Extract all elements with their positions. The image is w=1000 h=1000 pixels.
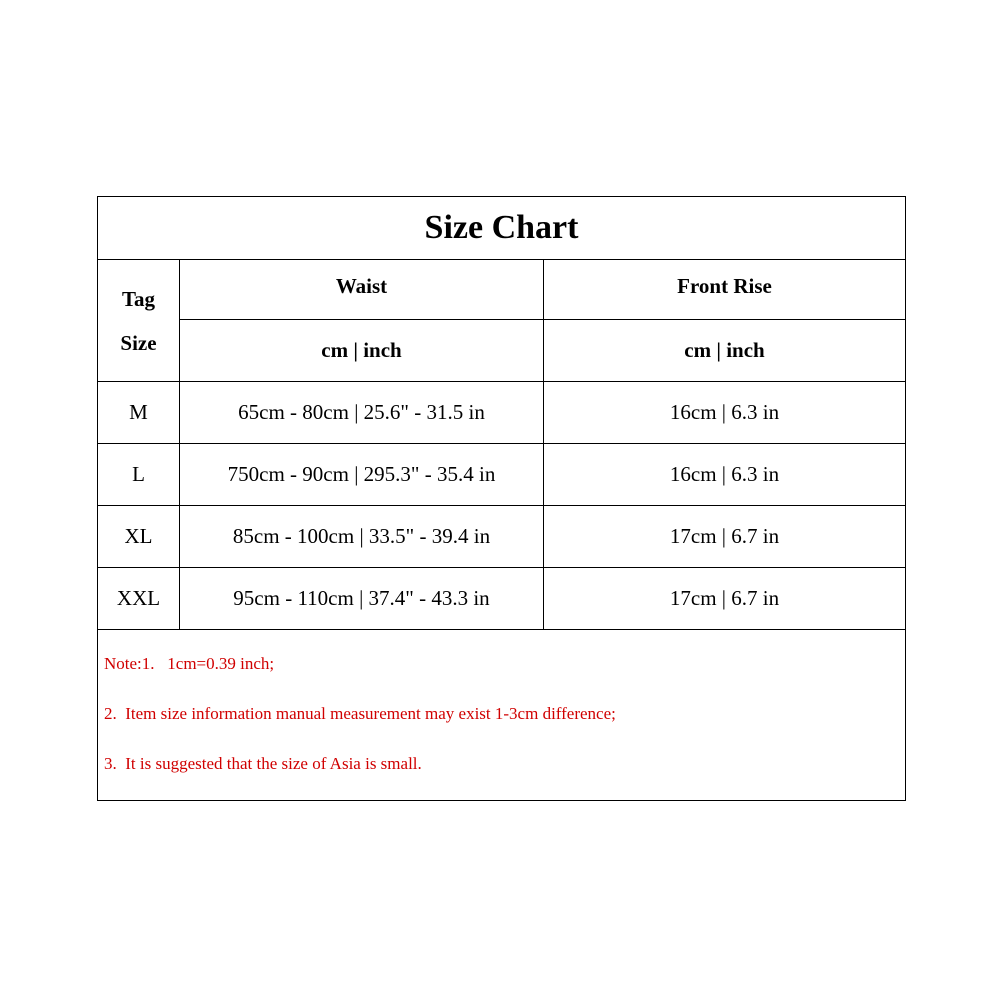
waist-unit-header: cm | inch	[321, 338, 402, 362]
note-line-2: 2. Item size information manual measurement may exist 1-3cm difference;	[104, 704, 616, 723]
waist-cell-m: 65cm - 80cm | 25.6" - 31.5 in	[238, 400, 485, 424]
waist-cell-l: 750cm - 90cm | 295.3" - 35.4 in	[227, 462, 496, 486]
tag-size-label-line2: Size	[120, 330, 157, 355]
note-line-1: Note:1. 1cm=0.39 inch;	[104, 654, 275, 673]
waist-cell-xl: 85cm - 100cm | 33.5" - 39.4 in	[232, 524, 491, 548]
waist-cell-xxl: 95cm - 110cm | 37.4" - 43.3 in	[233, 586, 490, 610]
size-cell-xxl: XXL	[116, 586, 161, 610]
size-cell-xl: XL	[124, 524, 153, 548]
waist-header: Waist	[335, 274, 388, 298]
size-cell-m: M	[129, 400, 148, 424]
front-rise-cell-m: 16cm | 6.3 in	[669, 400, 780, 424]
tag-size-header	[98, 260, 179, 381]
front-rise-unit-header: cm | inch	[684, 338, 765, 362]
note-line-3: 3. It is suggested that the size of Asia is small.	[104, 754, 422, 773]
grid-line	[98, 629, 905, 630]
size-cell-l: L	[132, 462, 145, 486]
chart-title: Size Chart	[424, 209, 579, 246]
front-rise-cell-xl: 17cm | 6.7 in	[669, 524, 780, 548]
front-rise-cell-l: 16cm | 6.3 in	[669, 462, 780, 486]
tag-size-label-line1: Tag	[121, 286, 156, 311]
size-chart-table	[97, 196, 906, 801]
front-rise-header: Front Rise	[677, 274, 772, 298]
front-rise-cell-xxl: 17cm | 6.7 in	[669, 586, 780, 610]
